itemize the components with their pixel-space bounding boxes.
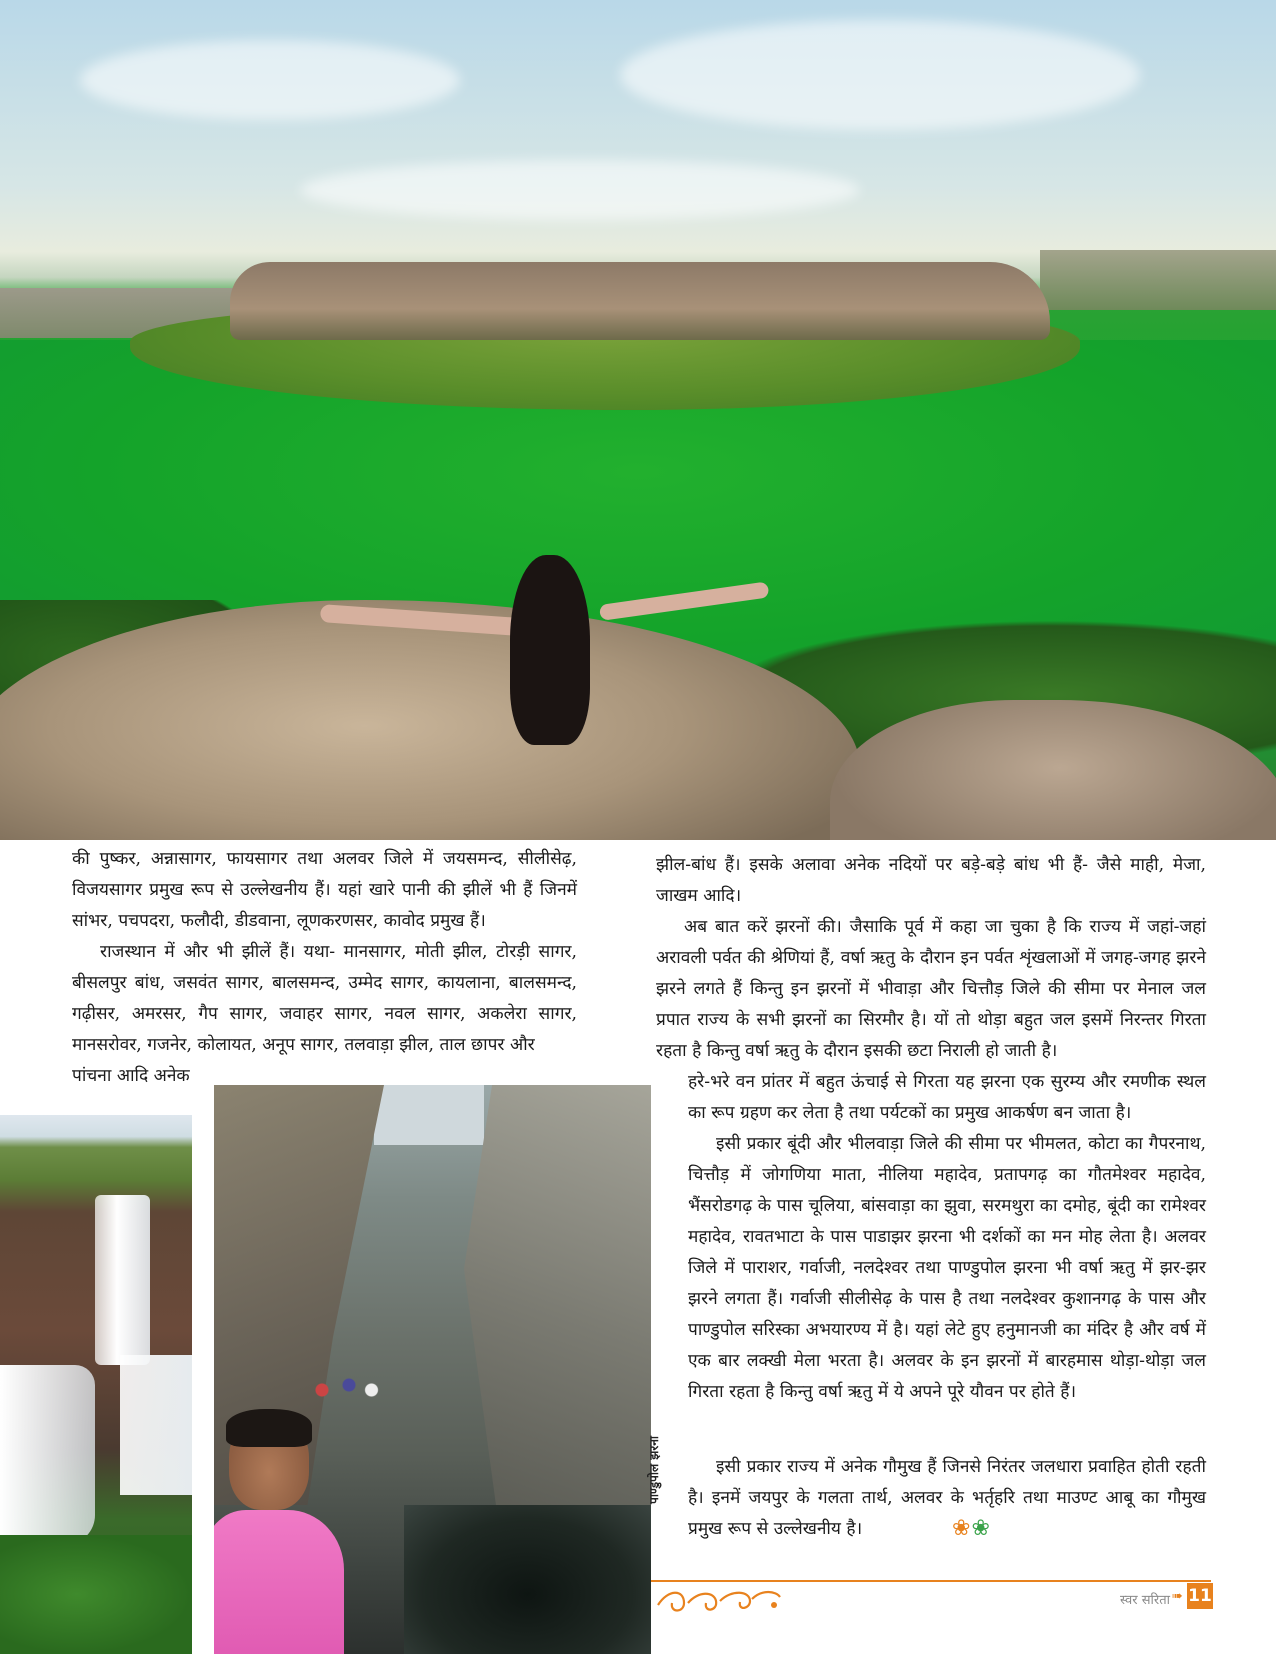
swirl-ornament-icon xyxy=(654,1585,784,1621)
magazine-name: स्वर सरिता xyxy=(1120,1593,1170,1608)
flower-icon: ❀ xyxy=(971,1516,991,1541)
paragraph-other-falls: इसी प्रकार बूंदी और भीलवाड़ा जिले की सीमा पर भीमलत, कोटा का गैपरनाथ, चित्तौड़ में जोगणिया माता, नीलिया महादेव, प्रतापगढ़ का गौतमेश्वर महादेव, भैंसरोडगढ़ के पास चूलिया, बांसवाड़ा का झुवा, सरमथुरा का दमोह, बूंदी का रामेश्वर महादेव, रावतभाटा के पास पाडाझर झरना भी दर्शकों का मन मोह लेता है। अलवर जिले में पाराशर, गर्वाजी, नलदेश्वर तथा पाण्डुपोल झरना भी वर्षा ऋतु में झर-झर झरने लगता हैं। गर्वाजी सीलीसेढ़ के पास है तथा नलदेश्वर कुशानगढ़ के पास और पाण्डुपोल सरिस्का अभयारण्य में है। यहां लेटे हुए हनुमानजी का मंदिर है और वर्ष में एक बार लक्खी मेला भरता है। अलवर के इन झरनों में बारहमास थोड़ा-थोड़ा जल गिरता रहता है किन्तु वर्षा ऋतु में ये अपने पूरे यौवन पर होते हैं। xyxy=(688,1134,1206,1402)
waterfall-photo xyxy=(0,1115,192,1654)
column-right-text-lower xyxy=(688,1129,1206,1408)
man-figure xyxy=(214,1415,334,1654)
paragraph-dams: झील-बांध हैं। इसके अलावा अनेक नदियों पर बड़े-बड़े बांध भी हैं- जैसे माही, मेजा, जाखम आदि। xyxy=(656,855,1206,906)
paragraph-lakes-continued: की पुष्कर, अन्नासागर, फायसागर तथा अलवर जिले में जयसमन्द, सीलीसेढ़, विजयसागर प्रमुख रूप से उल्लेखनीय हैं। यहां खारे पानी की झीलें भी हैं जिनमें सांभर, पचपदरा, फलौदी, डीडवाना, लूणकरणसर, कावोद प्रमुख हैं। xyxy=(72,849,577,931)
arrow-icon: ➠ xyxy=(1172,1589,1183,1604)
column-right-text-end xyxy=(688,1452,1206,1545)
woman-figure xyxy=(480,555,620,770)
flower-ornament-icon xyxy=(952,1516,991,1541)
paragraph-gaumukh: इसी प्रकार राज्य में अनेक गौमुख हैं जिनसे निरंतर जलधारा प्रवाहित होती रहती है। इनमें जयपुर के गलता तार्थ, अलवर के भर्तृहरि तथा माउण्ट आबू का गौमुख प्रमुख रूप से उल्लेखनीय है। xyxy=(688,1457,1206,1539)
column-left-text xyxy=(72,844,577,1061)
page-number: 11 xyxy=(1187,1583,1213,1609)
footer-rule xyxy=(651,1580,1211,1582)
gorge-photo xyxy=(214,1085,651,1654)
paragraph-menal: हरे-भरे वन प्रांतर में बहुत ऊंचाई से गिरता यह झरना एक सुरम्य और रमणीक स्थल का रूप ग्रहण कर लेता है तथा पर्यटकों का प्रमुख आकर्षण बन जाता है। xyxy=(688,1072,1206,1123)
paragraph-waterfalls: अब बात करें झरनों की। जैसाकि पूर्व में कहा जा चुका है कि राज्य में जहां-जहां अरावली पर्वत की श्रेणियां हैं, वर्षा ऋतु के दौरान इन पर्वत शृंखलाओं में जगह-जगह झरने झरने लगते हैं किन्तु इन झरनों में भीवाड़ा और चित्तौड़ जिले की सीमा पर मेनाल जल प्रपात राज्य के सभी झरनों का सिरमौर है। यों तो थोड़ा बहुत जल इसमें निरन्तर गिरता रहता है किन्तु वर्षा ऋतु के दौरान इसकी छटा निराली हो जाती है। xyxy=(656,917,1206,1061)
paragraph-other-lakes-tail: पांचना आदि अनेक xyxy=(72,1066,190,1086)
photo-caption: पाण्डुपोल झरना xyxy=(647,1435,661,1505)
flower-icon: ❀ xyxy=(952,1516,972,1541)
paragraph-other-lakes: राजस्थान में और भी झीलें हैं। यथा- मानसागर, मोती झील, टोरड़ी सागर, बीसलपुर बांध, जसवंत सागर, बालसमन्द, उम्मेद सागर, कायलाना, बालसमन्द, गढ़ीसर, अमरसर, गैप सागर, जवाहर सागर, नवल सागर, अकलेरा सागर, मानसरोवर, गजनेर, कोलायत, अनूप सागर, तलवाड़ा झील, ताल छापर और xyxy=(72,942,577,1055)
column-right-text xyxy=(656,850,1206,1067)
